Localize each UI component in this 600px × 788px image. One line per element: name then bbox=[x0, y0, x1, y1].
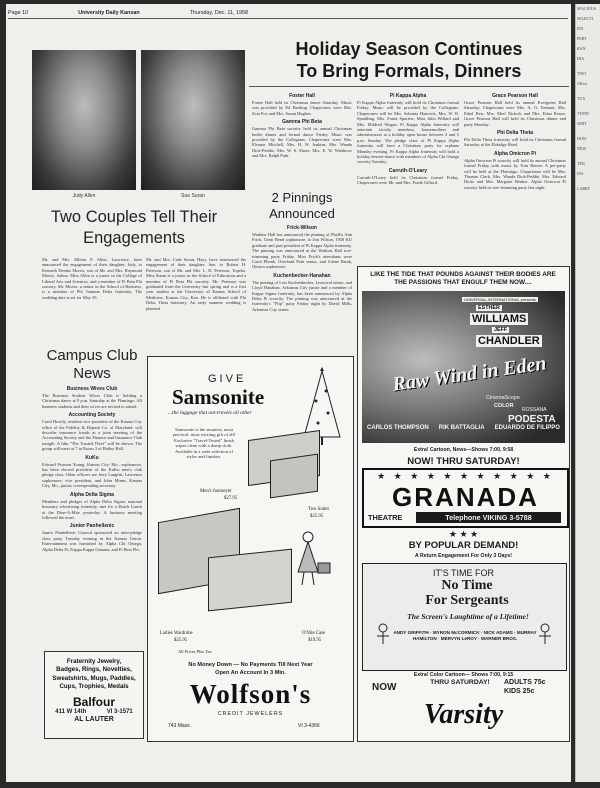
balfour-ad bbox=[44, 651, 144, 739]
snip-2: FIN bbox=[577, 26, 584, 31]
movie-ads bbox=[357, 266, 570, 742]
movie-star1b: WILLIAMS bbox=[472, 313, 527, 325]
sergeants-intro: IT'S TIME FOR bbox=[433, 568, 495, 578]
varsity-logo: Varsity bbox=[423, 699, 504, 730]
balfour-line-1: Badges, Rings, Novelties, bbox=[56, 666, 132, 674]
sergeants-title-line1: No Time bbox=[441, 578, 493, 593]
snip-6: TWO bbox=[577, 71, 587, 76]
movie-costars bbox=[362, 425, 565, 431]
pinning-head-1: Kuchenbecker-Hanahan bbox=[273, 272, 331, 279]
campus-headline: Campus Club News bbox=[46, 347, 138, 382]
granada-sign bbox=[362, 468, 569, 528]
campus-head-0: Business Wives Club bbox=[66, 386, 118, 392]
col-a-text-0: Foster Hall held its Christmas dance Saturday. Music was provided by Ed Harding. Chaperones were Mrs. Zeta Fox and Mrs. Susan Hughes. bbox=[252, 100, 352, 116]
movie-costar-2: EDUARDO DE FILIPPO bbox=[494, 425, 560, 431]
movie-format1: CinemaScope bbox=[486, 395, 520, 401]
movie-costar-1: RIK BATTAGLIA bbox=[438, 425, 485, 431]
campus-head-2: KuKu bbox=[85, 454, 99, 461]
suitcase-two-suiter bbox=[270, 454, 318, 499]
varsity-thru: THRU SATURDAY! bbox=[430, 679, 490, 686]
movie-title: Raw Wind in Eden bbox=[391, 352, 548, 396]
holiday-col-b bbox=[357, 90, 459, 186]
col-c-head-1: Phi Delta Theta bbox=[496, 130, 534, 137]
col-a-text-1: Gamma Phi Beta sorority held its annual Christmas buffet dinner and formal dance Friday. Music was provided by the Collegians. Chaperones were Mrs. Eleanor Mitchell, Mrs. H. W. Jenkins, Mrs. Wanda Dick-Peddie, Mrs. W. S. Shore, Mrs. E. W. Watthrow and Mrs. Ralph Park. bbox=[252, 126, 352, 159]
item-price-0: $27.95 bbox=[224, 496, 238, 501]
photo-caption-right: Sue Suran bbox=[181, 193, 205, 199]
sergeants-credits: ANDY GRIFFITH · MYRON McCORMICK · NICK ADAMS · MURRAY HAMILTON · MERVYN LeROY · WARNER BROS. bbox=[393, 630, 537, 641]
movie-star1a: ESTHER bbox=[478, 305, 500, 311]
col-b-head-0: Pi Kappa Alpha bbox=[389, 93, 427, 99]
varsity-prices bbox=[504, 678, 546, 696]
samsonite-tagline: ...the luggage that out-travels all other bbox=[168, 410, 252, 416]
varsity-adults: ADULTS 75c bbox=[504, 679, 546, 686]
suitcase-onite bbox=[208, 549, 292, 612]
pinning-head-0: Frick-Wilson bbox=[287, 225, 317, 231]
granada-phone: Telephone VIKING 3-5788 bbox=[416, 512, 561, 523]
snip-10: SMIT bbox=[577, 121, 587, 126]
traveler-figure-icon bbox=[288, 527, 338, 587]
item-name-0: Men's Journeyer bbox=[200, 489, 232, 494]
snip-9: TYPIN bbox=[577, 111, 589, 116]
snip-3: PERT bbox=[577, 36, 587, 41]
holiday-rule bbox=[249, 86, 569, 87]
snip-1: SELECTI bbox=[577, 16, 593, 21]
balfour-brand: Balfour bbox=[73, 694, 115, 709]
movie-format2: COLOR bbox=[494, 403, 514, 409]
holiday-col-c bbox=[464, 90, 566, 190]
col-c-text-2: Alpha Omicron Pi sorority will hold its annual Christmas formal Friday with music by Tom Reeser. A pre-party will be held at the Flamingo. Chaperones will be Mrs. Thomas Clark, Mrs. Wanda Dick-Peddie, Mrs. Edward Dicks and Mrs. Margaret Benker. Alpha Omicron Pi sorority held its tree-trimming party last night. bbox=[464, 157, 566, 190]
col-a-head-0: Foster Hall bbox=[289, 93, 315, 99]
col-a-head-1: Gamma Phi Beta bbox=[282, 119, 322, 126]
return-engagement: A Return Engagement For Only 3 Days! bbox=[415, 553, 512, 559]
granada-stars-top: ★ ★ ★ ★ ★ ★ ★ ★ ★ ★ ★ bbox=[377, 471, 554, 481]
varsity-now: NOW bbox=[372, 682, 397, 693]
campus-club-section bbox=[42, 347, 142, 552]
col-b-head-1: Carruth-O'Leary bbox=[388, 167, 428, 174]
campus-text-3: Members and pledges of Alpha Delta Sigma, national honorary advertising fraternity, met for a Dutch Lunch at the Dine-A-Mite yesterday. A business meeting followed the meal. bbox=[42, 498, 142, 520]
balfour-line-0: Fraternity Jewelry, bbox=[66, 658, 122, 665]
col-c-text-0: Grace Pearson Hall held its annual Evergreen Ball Saturday. Chaperones were Mrs. A. G. Keenan, Mrs. Ethel Kerr, Mrs. Merl Nichols and Mrs. Edna Rouse. Grace Pearson Hall will hold its Christmas dinner and party Monday. bbox=[464, 100, 566, 127]
snip-0: SPACIOUS bbox=[577, 6, 596, 11]
item-name-1: Two Suiter bbox=[308, 507, 330, 512]
balfour-agent: AL LAUTER bbox=[74, 715, 114, 723]
issue-date: Thursday, Dec. 11, 1958 bbox=[189, 10, 248, 16]
balfour-contact bbox=[45, 709, 143, 715]
pinning-text-1: The pinning of Lois Kuchenbecker, Leawood senior, and Lloyd Hanahan, Arkansas City junior and a member of Kappa Sigma fraternity, has been announced by Alpha Delta Pi sorority. The pinning was announced at the fraternity's "Flip" party Friday night by David Mills, Arkansas City senior. bbox=[252, 279, 352, 312]
granada-logo: GRANADA bbox=[392, 482, 539, 512]
col-c-head-0: Grace Pearson Hall bbox=[492, 93, 538, 99]
snip-4: RAN bbox=[577, 46, 586, 51]
sergeants-title bbox=[377, 578, 557, 608]
adjacent-page-edge bbox=[575, 4, 600, 782]
header-rule bbox=[8, 18, 568, 19]
pinnings-section bbox=[252, 190, 352, 312]
granada-theatre-label: THEATRE bbox=[368, 513, 403, 522]
balfour-line-3: Cups, Trophies, Medals bbox=[59, 683, 129, 691]
adjacent-page-text bbox=[576, 4, 600, 193]
campus-text-0: The Business Student Wives Club is holding a Christmas dance at 9 p.m. Saturday at the Flamingo. All business students and their wives are invited to attend. bbox=[42, 393, 142, 409]
snip-8: TUX bbox=[577, 96, 586, 101]
sergeants-ad bbox=[362, 563, 567, 671]
snip-15: LARRY bbox=[577, 186, 591, 191]
samsonite-tax: All Prices Plus Tax bbox=[178, 649, 212, 654]
movie-star2a: JEFF bbox=[494, 327, 508, 333]
two-couples-col1: Mr. and Mrs. Milton P. Allen, Lawrence, have announced the engagement of their daughter, Judy, to Kenneth Dennis Morris, son of Mr. and Mrs. Raymond Morris, Salina. Miss Allen is a junior in the College of Liberal Arts and Sciences, and a member of Pi Beta Phi sorority. Mr. Morris, a senior in the School of Business, is a member of Phi Gamma Delta fraternity. The wedding date is set for May 29. bbox=[42, 257, 142, 300]
holiday-headline-line1: Holiday Season Continues bbox=[295, 39, 523, 59]
samsonite-brand: Samsonite bbox=[172, 385, 265, 409]
campus-head-4: Junior Panhellenic bbox=[69, 523, 115, 530]
holiday-headline-line2: To Bring Formals, Dinners bbox=[296, 61, 522, 81]
movie-now-showing: NOW! THRU SATURDAY! bbox=[407, 456, 520, 467]
col-c-head-2: Alpha Omicron Pi bbox=[494, 150, 536, 157]
col-b-text-1: Carruth-O'Leary held its Christmas formal Friday. Chaperones were Mr. and Mrs. Frank Gifford. bbox=[357, 174, 459, 186]
snip-13: TEN bbox=[577, 161, 585, 166]
movie-studio: UNIVERSAL-INTERNATIONAL presents bbox=[464, 297, 537, 302]
wolfsons-phone: VI 3-4366 bbox=[298, 723, 320, 729]
col-b-text-0: Pi Kappa Alpha fraternity will hold its Christmas formal Friday. Music will be provided by the Collegians. Chaperones will be Mrs. Sebonia Hancock, Mrs. W. B. Spradling, Mrs. Frank Spurrier, Miss Julia Willard and Mrs. Mildred Wogan. Pi Kappa Alpha fraternity will entertain faculty members, housemothers and administrators at a holiday open house between 3 and 5 p.m. Sunday. The pledge class of Pi Kappa Alpha fraternity will have a Christmas party for orphans Monday evening. Pi Kappa Alpha fraternity will hold a holiday dessert-dance with members of Alpha Chi Omega sorority Tuesday. bbox=[357, 100, 459, 165]
item-price-1: $25.95 bbox=[310, 514, 324, 519]
movie-costar3a: ROSSANA bbox=[522, 407, 547, 413]
sergeants-title-line2: For Sergeants bbox=[425, 593, 509, 608]
balfour-line-2: Sweatshirts, Mugs, Paddles, bbox=[52, 674, 136, 682]
campus-text-2: Edward Pearson Young, Kansas City, Mo., sophomore, has been elected president of the KuKu men's club pledge class. Other officers are Jerry Langfitt, Lawrence sophomore, vice president, and John Minns, Kansas City, Mo., junior, corresponding secretary. bbox=[42, 461, 142, 489]
campus-head-3: Alpha Delta Sigma bbox=[70, 491, 114, 498]
item-name-3: O'Nite Case bbox=[302, 631, 326, 636]
stars-divider: ★ ★ ★ bbox=[448, 529, 479, 539]
col-c-text-1: Phi Delta Theta fraternity will hold its Christmas formal Saturday at the Eldridge Hotel. bbox=[464, 137, 566, 148]
snip-11: HOW bbox=[577, 136, 587, 141]
samsonite-give: GIVE bbox=[208, 373, 247, 385]
balfour-phone: VI 3-1571 bbox=[106, 708, 133, 715]
samsonite-ad bbox=[147, 356, 354, 742]
paper-name: University Daily Kansan bbox=[78, 10, 140, 16]
page-header bbox=[8, 10, 248, 16]
wolfsons-logo: Wolfson's bbox=[189, 679, 312, 709]
item-price-3: $19.95 bbox=[308, 638, 322, 643]
pinnings-headline: 2 Pinnings Announced bbox=[269, 190, 335, 221]
movie-extras: Extra! Cartoon, News—Shows 7:00, 9:58 bbox=[413, 447, 514, 453]
photo-caption-left: Judy Allen bbox=[72, 193, 96, 199]
balfour-address: 411 W 14th bbox=[55, 708, 87, 715]
item-name-2: Ladies Wardrobe bbox=[160, 631, 193, 636]
snip-12: NEW bbox=[577, 146, 587, 151]
campus-text-4: Junior Panhellenic Council sponsored an inter-pledge class party Tuesday evening in the Kansas Union. Entertainment was furnished by Alpha Chi Omega, Alpha Delta Pi, Kappa Kappa Gamma, and Pi Beta Phi. bbox=[42, 530, 142, 552]
photo-judy-allen bbox=[32, 50, 136, 190]
wolfsons-address: 743 Mass. bbox=[168, 723, 192, 729]
photo-sue-suran bbox=[141, 50, 245, 190]
balfour-lines bbox=[45, 658, 143, 692]
two-couples-col2: Mr. and Mrs. Cade Suran, Hays, have announced the engagement of their daughter, Sue, to Robert H. Peterson, son of Mr. and Mrs. L. D. Peterson, Topeka. Miss Suran is a junior in the School of Education and a member of Pi Beta Phi sorority. Mr. Peterson was graduated from the University last spring and is a first year student at the University of Kansas School of Medicine, Kansas City, Kan. He is affiliated with Phi Delta Theta fraternity. An early summer wedding is planned. bbox=[146, 257, 246, 311]
campus-head-1: Accounting Society bbox=[68, 412, 116, 419]
snip-7: Office bbox=[577, 81, 588, 86]
samsonite-body: Samsonite is the smartest, most practical, most exciting gift of all! Exclusive "Travel-Tested" finish wipes clean with a damp cloth. Available in a wide selection of styles and finishes. bbox=[172, 427, 236, 460]
sergeants-extra: Extra! Color Cartoon— Shows 7:00, 9:15 bbox=[413, 672, 514, 678]
page-number: Page 10 bbox=[8, 10, 29, 16]
holiday-col-a bbox=[252, 90, 352, 159]
sergeants-tagline: The Screen's Laughtime of a Lifetime! bbox=[407, 612, 529, 621]
holiday-headline bbox=[249, 38, 569, 82]
movie-tagline: LIKE THE TIDE THAT POUNDS AGAINST THEIR BODIES ARE THE PASSIONS THAT ENGULF THEM NOW.... bbox=[370, 271, 556, 286]
movie-costar3b: PODESTA bbox=[508, 414, 556, 425]
newspaper-page bbox=[6, 4, 571, 782]
varsity-kids: KIDS 25c bbox=[504, 688, 535, 695]
campus-text-1: Carol Hovely, resident vice president of the Kansas City office of the Fidelity & Deposit Co. of Maryland, will describe insurance frauds at a joint meeting of the Accounting Society and the Finance and Insurance Club tonight. A film "The Trusted Thief" will be shown. The group will meet at 7 in Room 3 of Bailey Hall. bbox=[42, 419, 142, 452]
movie-star2b: CHANDLER bbox=[478, 335, 540, 347]
wolfsons-sub: CREDIT JEWELERS bbox=[217, 711, 284, 717]
movie-costar-0: CARLOS THOMPSON bbox=[367, 425, 429, 431]
samsonite-terms2: Open An Account In 3 Min. bbox=[215, 670, 286, 676]
samsonite-terms1: No Money Down — No Payments Till Next Year bbox=[188, 662, 313, 668]
snip-14: INS bbox=[577, 171, 584, 176]
snip-5: DIA bbox=[577, 56, 585, 61]
pinning-text-0: Watkins Hall has announced the pinning of Phyllis Ann Frick, Great Bend sophomore, to Jim Wilson, 1958 KU graduate and past president of Pi Kappa Alpha fraternity. The pinning was announced at the Watkins Hall tree-trimming party Friday. Miss Frick's attendants were Carol Plumb, Overland Park senior, and Jolene Brink, Ottawa sophomore. bbox=[252, 232, 352, 270]
two-couples-headline: Two Couples Tell Their Engagements bbox=[50, 208, 218, 247]
popular-demand: BY POPULAR DEMAND! bbox=[408, 540, 519, 551]
item-price-2: $25.95 bbox=[174, 638, 188, 643]
